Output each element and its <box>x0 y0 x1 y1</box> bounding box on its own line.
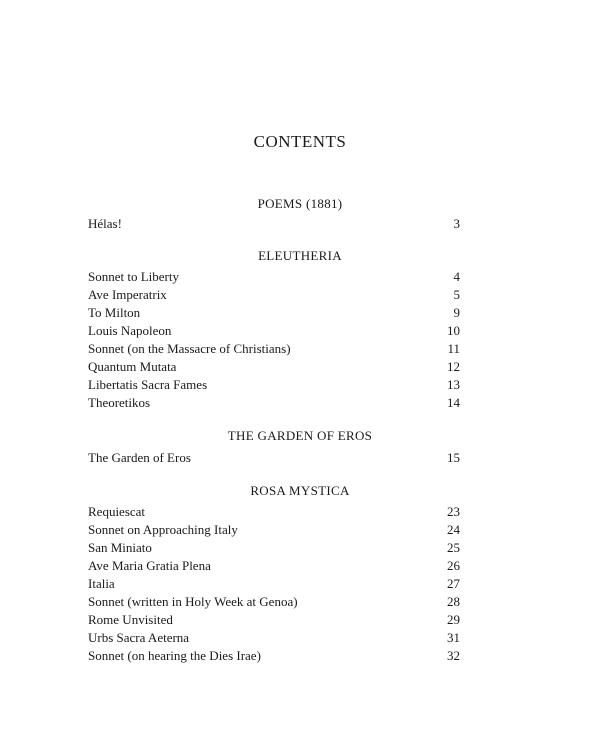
entry-page: 28 <box>447 594 460 609</box>
entry-title: Ave Imperatrix <box>88 287 167 302</box>
entry-page: 32 <box>447 648 460 663</box>
entry-page: 12 <box>447 359 460 374</box>
toc-entry[interactable] <box>88 341 460 359</box>
entry-page: 25 <box>447 540 460 555</box>
entry-title: Sonnet (on hearing the Dies Irae) <box>88 648 261 663</box>
entry-title: Hélas! <box>88 216 122 231</box>
entry-title: San Miniato <box>88 540 152 555</box>
entry-page: 3 <box>453 216 460 231</box>
entry-page: 9 <box>453 305 460 320</box>
entry-title: Theoretikos <box>88 395 151 410</box>
toc-entry[interactable] <box>88 522 460 540</box>
toc-entry[interactable] <box>88 305 460 323</box>
entry-title: Rome Unvisited <box>88 612 173 627</box>
entry-title: Louis Napoleon <box>88 323 172 338</box>
entry-page: 27 <box>447 576 460 591</box>
entry-page: 4 <box>453 269 460 284</box>
section-heading-poems: POEMS (1881) <box>257 196 343 211</box>
section-heading-rosa-mystica: ROSA MYSTICA <box>250 483 350 498</box>
entry-page: 13 <box>447 377 460 392</box>
toc-entry[interactable] <box>88 287 460 305</box>
entry-title: Ave Maria Gratia Plena <box>88 558 211 573</box>
entry-page: 29 <box>447 612 460 627</box>
section-heading-garden-of-eros: THE GARDEN OF EROS <box>227 428 373 443</box>
entry-page: 15 <box>447 450 460 465</box>
entry-page: 5 <box>453 287 460 302</box>
entry-title: Sonnet on Approaching Italy <box>88 522 238 537</box>
toc-entry[interactable] <box>88 576 460 594</box>
entry-title: To Milton <box>88 305 141 320</box>
toc-entry[interactable] <box>88 377 460 395</box>
toc-entry[interactable] <box>88 269 460 287</box>
entry-page: 26 <box>447 558 460 573</box>
toc-entry[interactable] <box>88 630 460 648</box>
page-title: CONTENTS <box>253 132 347 151</box>
toc-entry[interactable] <box>88 540 460 558</box>
toc-entry[interactable] <box>88 648 460 666</box>
entry-title: The Garden of Eros <box>88 450 191 465</box>
entry-page: 24 <box>447 522 460 537</box>
toc-entry[interactable] <box>88 359 460 377</box>
toc-entry[interactable] <box>88 395 460 413</box>
toc-entry[interactable] <box>88 450 460 468</box>
toc-entry[interactable] <box>88 323 460 341</box>
entry-page: 11 <box>447 341 460 356</box>
entry-page: 23 <box>447 504 460 519</box>
entry-title: Sonnet to Liberty <box>88 269 179 284</box>
entry-page: 10 <box>447 323 460 338</box>
entry-title: Quantum Mutata <box>88 359 177 374</box>
entry-title: Urbs Sacra Aeterna <box>88 630 190 645</box>
section-heading-eleutheria: ELEUTHERIA <box>258 248 342 263</box>
entry-title: Requiescat <box>88 504 146 519</box>
entry-page: 31 <box>447 630 460 645</box>
toc-entry[interactable] <box>88 558 460 576</box>
toc-entry[interactable] <box>88 216 460 234</box>
toc-entry[interactable] <box>88 594 460 612</box>
entry-title: Sonnet (written in Holy Week at Genoa) <box>88 594 298 609</box>
toc-entry[interactable] <box>88 504 460 522</box>
entry-title: Libertatis Sacra Fames <box>88 377 208 392</box>
entry-page: 14 <box>447 395 460 410</box>
entry-title: Italia <box>88 576 115 591</box>
toc-entry[interactable] <box>88 612 460 630</box>
entry-title: Sonnet (on the Massacre of Christians) <box>88 341 291 356</box>
